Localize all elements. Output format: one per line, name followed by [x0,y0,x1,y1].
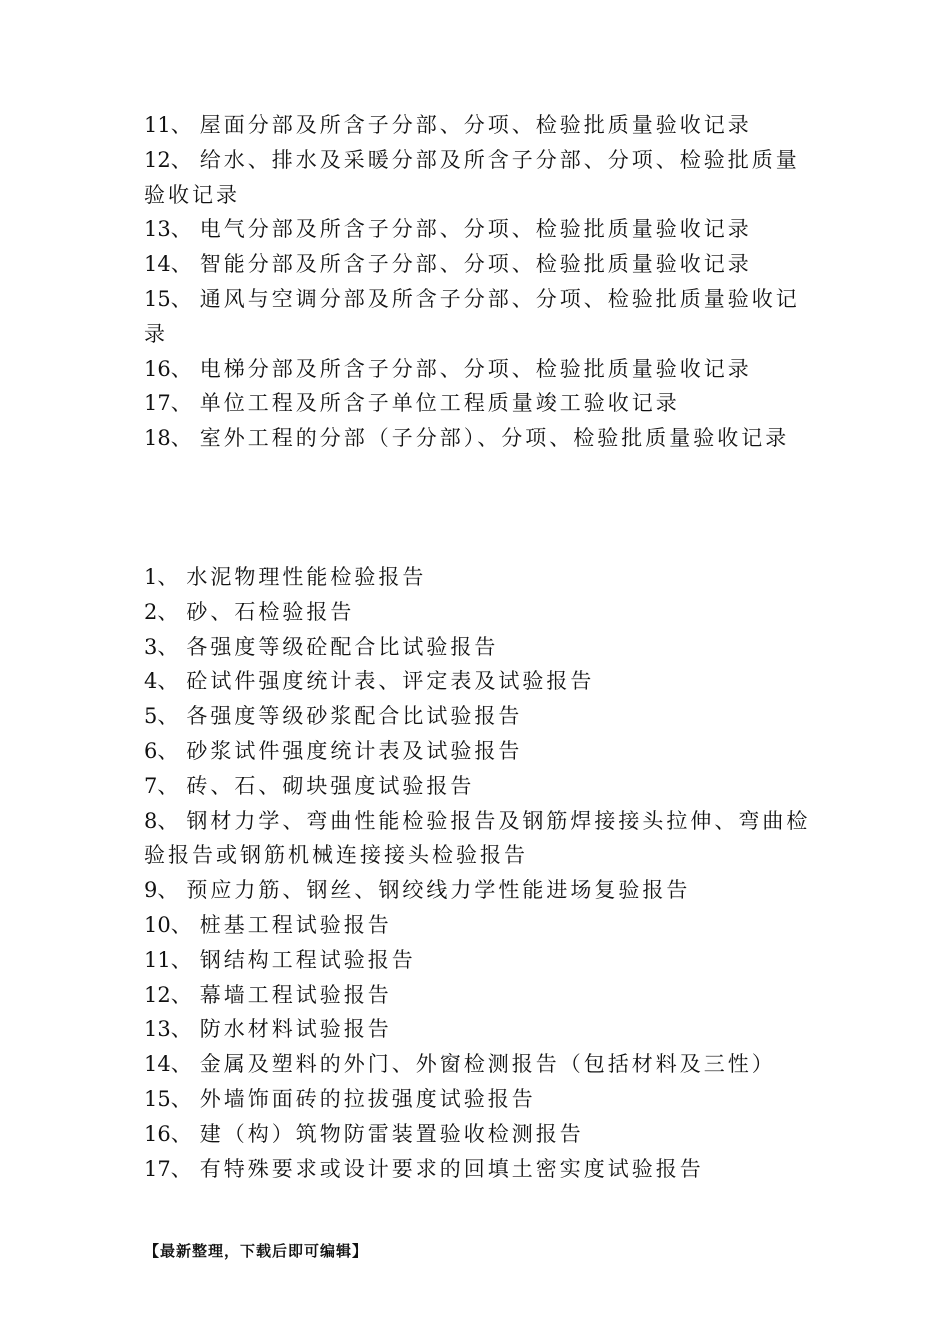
list-item: 3、 各强度等级砼配合比试验报告 [144,634,499,659]
completion-records-list [144,108,814,456]
list-item: 10、 桩基工程试验报告 [144,912,392,937]
list-item: 11、 屋面分部及所含子分部、分项、检验批质量验收记录 [144,113,752,137]
list-item: 9、 预应力筋、钢丝、钢绞线力学性能进场复验报告 [144,878,691,903]
list-item: 5、 各强度等级砂浆配合比试验报告 [144,704,523,729]
list-item: 6、 砂浆试件强度统计表及试验报告 [144,738,523,763]
list-item: 17、 单位工程及所含子单位工程质量竣工验收记录 [144,391,680,416]
list-item: 8、 钢材力学、弯曲性能检验报告及钢筋焊接接头拉伸、弯曲检验报告或钢筋机械连接接头检验报告 [144,808,811,868]
test-reports-list [144,560,814,1186]
list-item: 4、 砼试件强度统计表、评定表及试验报告 [144,669,595,694]
footer-note: 【最新整理，下载后即可编辑】 [144,1242,369,1260]
list-item: 16、 建（构）筑物防雷装置验收检测报告 [144,1121,584,1146]
list-item: 14、 金属及塑料的外门、外窗检测报告（包括材料及三性） [144,1052,776,1077]
list-item: 18、 室外工程的分部（子分部）、分项、检验批质量验收记录 [144,426,790,451]
list-item: 12、 给水、排水及采暖分部及所含子分部、分项、检验批质量验收记录 [144,147,800,207]
list-item: 2、 砂、石检验报告 [144,599,355,624]
list-item: 14、 智能分部及所含子分部、分项、检验批质量验收记录 [144,252,752,277]
list-item: 11、 钢结构工程试验报告 [144,947,416,972]
list-item: 12、 幕墙工程试验报告 [144,982,392,1007]
list-item: 7、 砖、石、砌块强度试验报告 [144,773,475,798]
list-item: 1、 水泥物理性能检验报告 [144,565,427,589]
list-item: 13、 电气分部及所含子分部、分项、检验批质量验收记录 [144,217,752,242]
list-item: 16、 电梯分部及所含子分部、分项、检验批质量验收记录 [144,356,752,381]
list-item: 15、 通风与空调分部及所含子分部、分项、检验批质量验收记录 [144,286,800,346]
list-item: 15、 外墙饰面砖的拉拔强度试验报告 [144,1086,536,1111]
list-item: 17、 有特殊要求或设计要求的回填土密实度试验报告 [144,1156,704,1181]
list-item: 13、 防水材料试验报告 [144,1017,392,1042]
